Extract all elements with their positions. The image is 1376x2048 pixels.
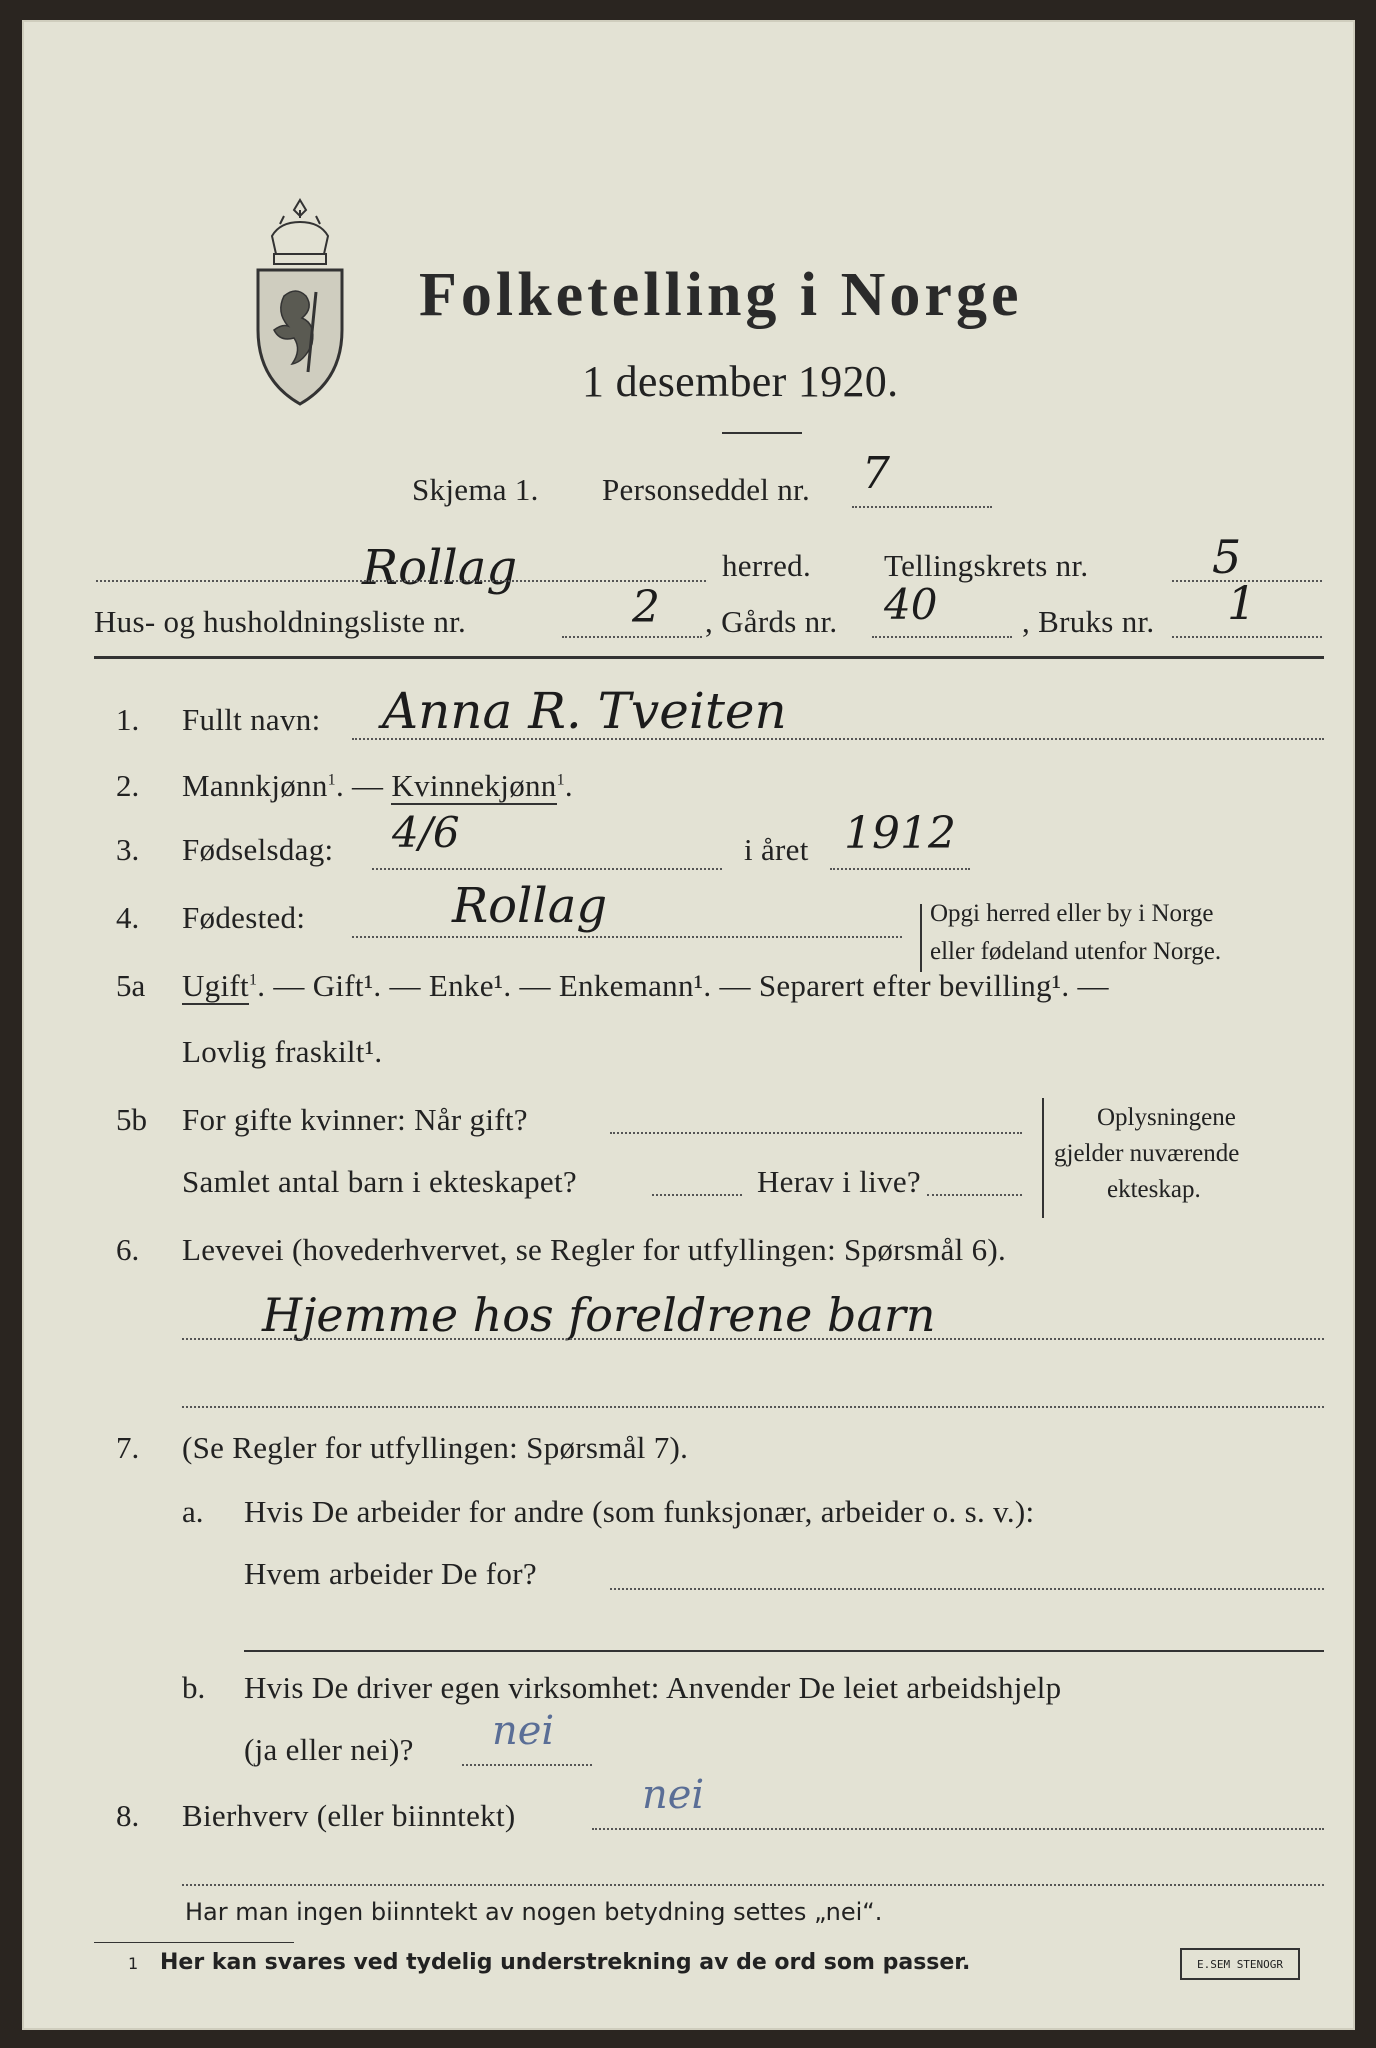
q1-label: Fullt navn: <box>182 702 321 737</box>
census-form: Folketelling i Norge 1 desember 1920. Skjema 1. Personseddel nr. 7 Rollag herred. Tellingskrets nr. 5 Hus- og husholdningsliste nr. 2 , Gårds nr. 40 , Bruks nr. 1 1. Fullt navn: Anna R. Tveiten 2. Mannkjønn$^1$. — Kvinnekjønn$^1$. 3. Fødselsdag: 4/6 i året 1912 4. Fødested: Rollag Opgi herred eller by i Norge eller fødeland utenfor Norge. 5a Ugift$^1$. — Gift¹. — Enke¹. — Enkemann¹. — Separert efter bevilling¹. — Lovlig fraskilt¹. 5b For gifte kvinner: Når gift? Samlet antal barn i ekteskapet? Herav i live? Oplysningene gjelder nuværende ekteskap. 6. Levevei (hovederhvervet, se Regler for utfyllingen: Spørsmål 6). Hjemme hos foreldrene barn 7. (Se Regler for utfyllingen: Spørsmål 7). a. Hvis De arbeider for andre (som funksjonær, arbeider o. s. v.): Hvem arbeider De for? b. Hvis De driver egen virksomhet: Anvender De leiet arbeidshjelp (ja eller nei)? nei 8. Bierhverv (eller biinntekt) nei Har man ingen biinntekt av nogen betydning settes „nei“. 1 Her kan svares ved tydelig understrekning av de ord som passer. E.SEM STENOGR <box>22 20 1355 2030</box>
tellingskrets-number: 5 <box>1212 530 1242 584</box>
q8-label: Bierhverv (eller biinntekt) <box>182 1798 516 1833</box>
hired-help-value: nei <box>492 1708 555 1754</box>
q7-number: 7. <box>116 1430 140 1465</box>
form-title: Folketelling i Norge <box>419 261 1023 329</box>
q7a-label: Hvis De arbeider for andre (som funksjonær, arbeider o. s. v.): <box>244 1494 1035 1529</box>
q3-label: Fødselsdag: <box>182 832 334 867</box>
bruks-number: 1 <box>1227 576 1257 630</box>
hus-label: Hus- og husholdningsliste nr. <box>94 604 467 639</box>
marriage-note-1: Oplysningene <box>1097 1104 1236 1131</box>
employer-label: Hvem arbeider De for? <box>244 1556 537 1591</box>
footnote-mark: 1 <box>128 1954 139 1973</box>
schema-label: Skjema 1. <box>412 472 539 507</box>
header-separator <box>94 656 1324 659</box>
herred-label: herred. <box>722 548 812 583</box>
bruks-label: , Bruks nr. <box>1022 604 1155 639</box>
q7b-number: b. <box>182 1670 206 1705</box>
q7b-label: Hvis De driver egen virksomhet: Anvender De leiet arbeidshjelp <box>244 1670 1062 1705</box>
q4-number: 4. <box>116 900 140 935</box>
mannkjonn-option: Mannkjønn <box>182 768 328 803</box>
hired-help-label: (ja eller nei)? <box>244 1732 414 1767</box>
personseddel-number: 7 <box>862 448 890 499</box>
hus-number: 2 <box>632 582 660 633</box>
gards-number: 40 <box>884 580 938 629</box>
q7a-number: a. <box>182 1494 204 1529</box>
marriage-note-2: gjelder nuværende <box>1054 1140 1240 1167</box>
full-name-value: Anna R. Tveiten <box>382 682 787 740</box>
coat-of-arms-icon <box>250 196 350 411</box>
q5b-number: 5b <box>116 1102 147 1137</box>
occupation-value: Hjemme hos foreldrene barn <box>262 1288 936 1342</box>
birthplace-value: Rollag <box>452 878 608 934</box>
year-label: i året <box>744 832 809 867</box>
q2-number: 2. <box>116 768 140 803</box>
ugift-option: Ugift <box>182 968 249 1003</box>
q6-label: Levevei (hovederhvervet, se Regler for utfyllingen: Spørsmål 6). <box>182 1232 1007 1267</box>
gards-label: , Gårds nr. <box>705 604 838 639</box>
kvinnekjonn-option: Kvinnekjønn <box>391 768 557 803</box>
marital-options: . — Gift¹. — Enke¹. — Enkemann¹. — Separert efter bevilling¹. — <box>257 968 1109 1003</box>
q8-number: 8. <box>116 1798 140 1833</box>
married-when-label: For gifte kvinner: Når gift? <box>182 1102 528 1137</box>
lovlig-fraskilt-option: Lovlig fraskilt¹. <box>182 1034 383 1069</box>
q5a-number: 5a <box>116 968 146 1003</box>
q6-number: 6. <box>116 1232 140 1267</box>
birth-year-value: 1912 <box>844 808 956 859</box>
printer-stamp: E.SEM STENOGR <box>1180 1948 1300 1980</box>
q7-label: (Se Regler for utfyllingen: Spørsmål 7). <box>182 1430 689 1465</box>
marriage-note-3: ekteskap. <box>1107 1176 1201 1203</box>
census-date: 1 desember 1920. <box>582 357 899 406</box>
herred-value: Rollag <box>362 540 518 596</box>
tellingskrets-label: Tellingskrets nr. <box>884 548 1089 583</box>
children-count-label: Samlet antal barn i ekteskapet? <box>182 1164 577 1199</box>
q4-label: Fødested: <box>182 900 306 935</box>
title-divider <box>722 432 802 434</box>
children-alive-label: Herav i live? <box>757 1164 921 1199</box>
side-income-value: nei <box>642 1772 705 1818</box>
footnote-text: Her kan svares ved tydelig understrekning av de ord som passer. <box>160 1950 971 1975</box>
q1-number: 1. <box>116 702 140 737</box>
personseddel-label: Personseddel nr. <box>602 472 810 507</box>
side-income-note: Har man ingen biinntekt av nogen betydning settes „nei“. <box>185 1898 883 1926</box>
q3-number: 3. <box>116 832 140 867</box>
birthplace-note-1: Opgi herred eller by i Norge <box>930 900 1214 927</box>
birthday-value: 4/6 <box>392 808 460 857</box>
birthplace-note-2: eller fødeland utenfor Norge. <box>930 938 1222 965</box>
